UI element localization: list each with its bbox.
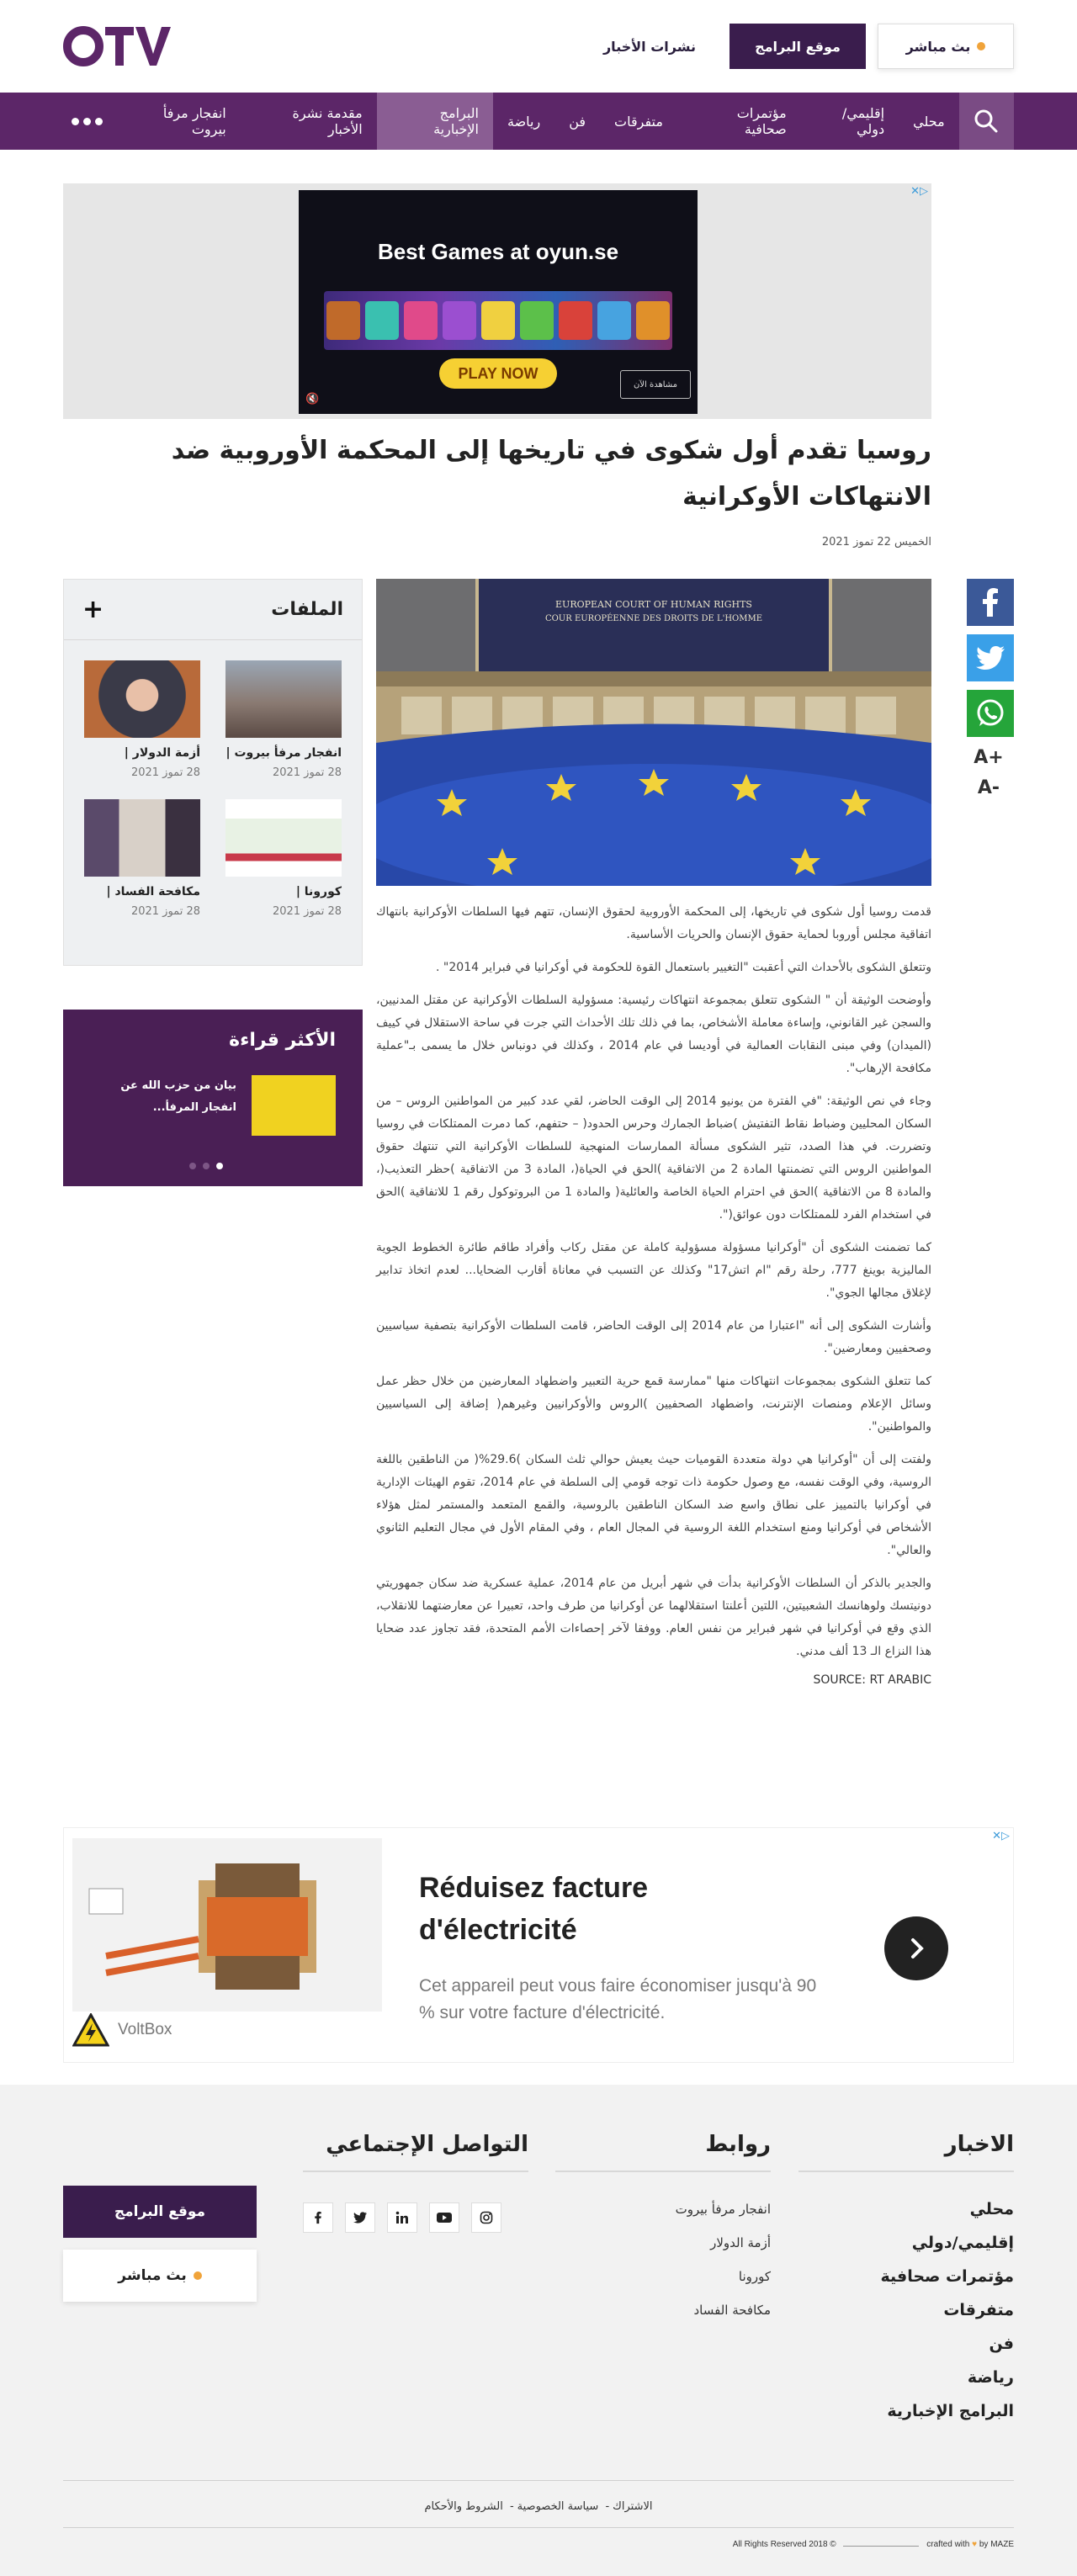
ad-brand [72,2013,172,2047]
main-nav [0,93,1077,150]
ad-watch-button[interactable]: مشاهدة الآن [620,370,691,399]
carousel-dots [189,1163,223,1169]
more-dot-icon [83,118,91,125]
twitter-icon [976,646,1005,670]
instagram-icon [480,2211,493,2224]
file-card[interactable] [84,660,200,779]
bottom-advertisement[interactable] [63,1827,1014,2063]
maze-credit[interactable]: by MAZE [979,2540,1014,2549]
file-thumbnail [225,799,342,877]
ad-game-strip [324,291,672,350]
court-sign-line1: EUROPEAN COURT OF HUMAN RIGHTS [555,599,752,610]
files-expand-button[interactable]: + [82,595,104,624]
transformer-illustration [72,1838,382,2012]
nav-item-beirut-port[interactable]: انفجار مرفأ بيروت [162,105,226,137]
top-header [0,0,1077,93]
footer-news-link[interactable]: رياضة [967,2368,1014,2387]
files-widget [63,579,363,966]
file-card[interactable] [225,799,342,918]
footer-divider [63,2527,1014,2528]
article-paragraph: وجاء في نص الوثيقة: "في الفترة من يونيو 2014 إلى الوقت الحاضر، لقي عدد كبير من المواطنين الروس – من السكان المحليين وضباط نقاط التفتيش )ضباط الجمارك وحرس الحدود( – حتفهم، كما دمرت الممتلكات في روسيا وتضررت. في هذا الصدد، تثير الشكوى مسألة الممارسات المنهجية للسلطات الأوكرانية التي تنتهك حقوق المواطنين الروس التي تضمنتها المادة 2 من الاتفاقية )الحق في الحياة(، المادة 3 من الاتفاقية )حظر التعذيب(، والمادة 8 من الاتفاقية )الحق في احترام الحياة الخاصة والعائلية( والمادة 1 من البروتوكول رقم 1 للاتفاقية )الحق في استخدام الفرد للممتلكات دون عوائق(". [376,1095,932,1222]
crafted-text: crafted with [926,2540,970,2549]
live-dot-icon [194,2271,202,2280]
live-button-label: بث مباشر [905,38,971,55]
live-dot-icon [977,42,985,50]
top-advertisement[interactable] [63,183,931,419]
footer-buttons [63,2186,257,2302]
whatsapp-icon [975,698,1005,729]
footer-link[interactable]: أزمة الدولار [710,2235,771,2250]
footer-social-column [303,2132,528,2233]
article-image [376,579,931,886]
footer-news-link[interactable]: إقليمي/دولي [911,2234,1014,2252]
footer-news-link[interactable]: البرامج الإخبارية [887,2402,1014,2420]
nav-item-misc[interactable]: متفرقات [614,113,663,130]
file-date: 28 تموز 2021 [130,905,200,918]
social-icons [303,2202,528,2233]
footer-bottom-links: الاشتراك- سياسة الخصوصية- الشروط والأحكام [424,2500,653,2513]
file-name: مكافحة الفساد | [106,885,200,898]
subscribe-link[interactable]: الاشتراك [613,2500,653,2513]
font-increase-button[interactable]: A+ [974,747,1004,768]
footer-link[interactable]: مكافحة الفساد [693,2303,771,2318]
footer-divider [63,2480,1014,2481]
article-main [376,579,931,1687]
ad-creative[interactable] [299,190,698,414]
footer-link[interactable]: كورونا [738,2269,771,2284]
article-paragraph: قدمت روسيا أول شكوى في تاريخها، إلى المحكمة الأوروبية لحقوق الإنسان، تتهم فيها السلطات الأوكرانية بانتهاك اتفاقية مجلس أوروبا لحماية حقوق الإنسان والحريات الأساسية. [376,905,931,941]
ad-headline: Réduisez facture d'électricité [419,1872,649,1946]
carousel-dot[interactable] [216,1163,223,1169]
file-date: 28 تموز 2021 [130,766,200,779]
court-sign-line2: COUR EUROPÉENNE DES DROITS DE L'HOMME [544,614,763,623]
search-button[interactable] [959,93,1014,150]
linkedin-icon [395,2211,409,2224]
article-source: SOURCE: RT ARABIC [813,1673,931,1687]
font-decrease-button[interactable]: A- [977,777,1000,798]
most-read-item[interactable] [92,1075,336,1136]
ad-brand-name: VoltBox [118,2021,172,2038]
carousel-dot[interactable] [203,1163,210,1169]
file-name: انفجار مرفأ بيروت | [225,746,342,760]
facebook-icon [314,2211,322,2224]
facebook-icon [980,588,1000,617]
file-name: كورونا | [295,885,342,898]
programs-site-button[interactable]: موقع البرامج [729,24,866,69]
news-bulletins-link[interactable]: نشرات الأخبار [602,38,697,55]
copyright-text: All Rights Reserved 2018 © [732,2540,836,2549]
footer-link[interactable]: انفجار مرفأ بيروت [675,2202,771,2217]
file-thumbnail [84,799,200,877]
ad-next-button[interactable] [884,1916,948,1980]
article-paragraph: ولفتت إلى أن "أوكرانيا هي دولة متعددة القوميات حيث يعيش حوالي ثلث السكان )29.6%( من الناطقين باللغة الروسية، وفي الوقت نفسه، مع وصول حكومة ذات توجه قومي إلى السلطة في عام 2014، تقوم الهيئات الإدارية في أوكرانيا بالتمييز على نطاق واسع ضد السكان الناطقين بالروسية، والقمع المتعمد والمستمر لمثل هؤلاء الأشخاص في أوكرانيا ومنع استخدام اللغة الروسية في المجال العام ، وفي المقام الأول في مجال التعليم الثانوي والعالي". [376,1453,931,1557]
footer-news-link[interactable]: فن [989,2335,1014,2353]
footer-news-link[interactable]: متفرقات [943,2301,1014,2319]
files-header [64,580,362,640]
share-bar [963,579,1014,801]
facebook-share-button[interactable] [967,579,1014,626]
file-thumbnail [225,660,342,738]
carousel-dot[interactable] [189,1163,196,1169]
court-hall-illustration [376,579,931,886]
facebook-button[interactable] [303,2202,333,2233]
file-date: 28 تموز 2021 [272,905,342,918]
search-icon [974,109,999,134]
linkedin-button[interactable] [387,2202,417,2233]
file-date: 28 تموز 2021 [272,766,342,779]
ad-close-icon[interactable]: ▷✕ [910,185,928,198]
twitter-share-button[interactable] [967,634,1014,681]
most-read-thumbnail [252,1075,336,1136]
nav-item-news-programs[interactable]: البرامج الإخبارية [377,93,493,150]
nav-item-sports[interactable]: رياضة [507,113,541,130]
twitter-button[interactable] [345,2202,375,2233]
otv-logo[interactable] [63,22,172,71]
article-paragraph: وأشارت الشكوى إلى أنه "اعتبارا من عام 2014 إلى الوقت الحاضر، قامت السلطات الأوكرانية بتصفية سياسيين وصحفيين ومعارضين". [376,1319,931,1355]
footer [0,2085,1077,2576]
files-grid [64,640,362,918]
more-menu-button[interactable] [63,93,111,150]
article-paragraph: والجدير بالذكر أن السلطات الأوكرانية بدأت في شهر أبريل من عام 2014، عملية عسكرية ضد سكان جمهوريتي دونيتسك ولوهانسك الشعبيتين، اللتين أعلنتا استقلالهما عن أوكرانيا من طرف واحد، تعبيرا عن معارضتهما للانقلاب، الذي وقع في أوكرانيا في شهر فبراير من نفس العام. ووفقا لآخر إحصاءات الأمم المتحدة، فقد تجاوز عدد ضحايا هذا النزاع الـ 13 ألف مدني. [376,1577,932,1658]
most-read-title: الأكثر قراءة [229,1030,336,1051]
warning-icon [72,2013,109,2047]
most-read-widget [63,1010,363,1186]
article-paragraph: كما تتعلق الشكوى بمجموعات انتهاكات منها "ممارسة قمع حرية التعبير واضطهاد المعارضين من خلال حظر عمل وسائل الإعلام ومنصات الإنترنت، واضطهاد الصحفيين )الروس والأوكرانيين وغيرهم( إضافة إلى السياسيين والمواطنين". [376,1375,931,1434]
file-thumbnail [84,660,200,738]
heart-icon: ♥ [972,2540,978,2549]
footer-programs-button[interactable]: موقع البرامج [63,2186,257,2238]
terms-link[interactable]: الشروط والأحكام [424,2500,503,2513]
files-title: الملفات [271,599,343,620]
footer-news-link[interactable]: مؤتمرات صحافية [880,2267,1014,2286]
file-card[interactable] [84,799,200,918]
copyright [63,2540,1014,2549]
article-title: روسيا تقدم أول شكوى في تاريخها إلى المحكمة الأوروبية ضد الانتهاكات الأوكرانية [171,436,931,511]
article-paragraph: كما تضمنت الشكوى أن "أوكرانيا مسؤولة مسؤولية كاملة عن مقتل ركاب وأفراد طاقم طائرة الخطوط الجوية الماليزية بوينغ 777، رحلة رقم "ام اتش17" وكذلك عن التسبب في معاناة أقارب الضحايا... لعدم اتخاذ تدابير لإغلاق مجالها الجوي". [376,1241,932,1300]
header-buttons [581,24,1014,69]
instagram-button[interactable] [471,2202,501,2233]
ad-product-image [72,1838,382,2012]
article-paragraph: وتتعلق الشكوى بالأحداث التي أعقبت "التغيير باستعمال القوة للحكومة في أوكرانيا في فبراير 2014" . [436,961,931,974]
mute-icon[interactable]: 🔇 [305,393,320,405]
ad-play-button[interactable]: PLAY NOW [439,358,557,389]
footer-social-title: التواصل الإجتماعي [303,2132,528,2172]
footer-links-column [555,2132,771,2327]
footer-news-link[interactable]: محلي [969,2200,1014,2218]
chevron-right-icon [905,1937,928,1960]
twitter-icon [353,2212,367,2224]
youtube-button[interactable] [429,2202,459,2233]
whatsapp-share-button[interactable] [967,690,1014,737]
nav-item-local[interactable]: محلي [913,113,945,130]
privacy-link[interactable]: سياسة الخصوصية [517,2500,599,2513]
footer-news-column [798,2132,1014,2428]
article-paragraph: وأوضحت الوثيقة أن " الشكوى تتعلق بمجموعة انتهاكات رئيسية: مسؤولية السلطات الأوكرانية عن مقتل المدنيين، والسجن غير القانوني، وإساءة معاملة الأشخاص، بما في ذلك تلك الأحداث التي جرت في ساحة الاستقلال في كييف (الميدان) وفي مبنى النقابات العمالية في أوديسا في عام 2014 ، وكذلك في دونباس خلال ما يسمى بـ"عملية مكافحة الإرهاب". [376,994,931,1075]
nav-item-art[interactable]: فن [569,113,586,130]
youtube-icon [437,2212,452,2224]
ad-headline: Best Games at oyun.se [377,239,619,264]
article-date: الخميس 22 تموز 2021 [821,536,931,549]
footer-live-button[interactable] [63,2250,257,2302]
footer-live-label: بث مباشر [118,2267,187,2284]
footer-news-title: الاخبار [798,2132,1014,2172]
live-button[interactable] [878,24,1014,69]
most-read-text: بيان من حزب الله عن انفجار المرفأ... [120,1079,236,1114]
file-name: أزمة الدولار | [124,746,200,760]
ad-subline: Cet appareil peut vous faire économiser jusqu'à 90 % sur votre facture d'électricité. [419,1976,817,2022]
more-dot-icon [95,118,103,125]
nav-item-news-intro[interactable]: مقدمة نشرة الأخبار [292,105,363,137]
nav-item-press-conferences[interactable]: مؤتمرات صحافية [736,105,787,137]
article-body [376,901,931,1663]
ad-close-icon[interactable]: ▷✕ [992,1830,1010,1842]
footer-links-title: روابط [555,2132,771,2172]
nav-item-regional[interactable]: إقليمي/دولي [841,105,885,137]
file-card[interactable] [225,660,342,779]
more-dot-icon [72,118,79,125]
